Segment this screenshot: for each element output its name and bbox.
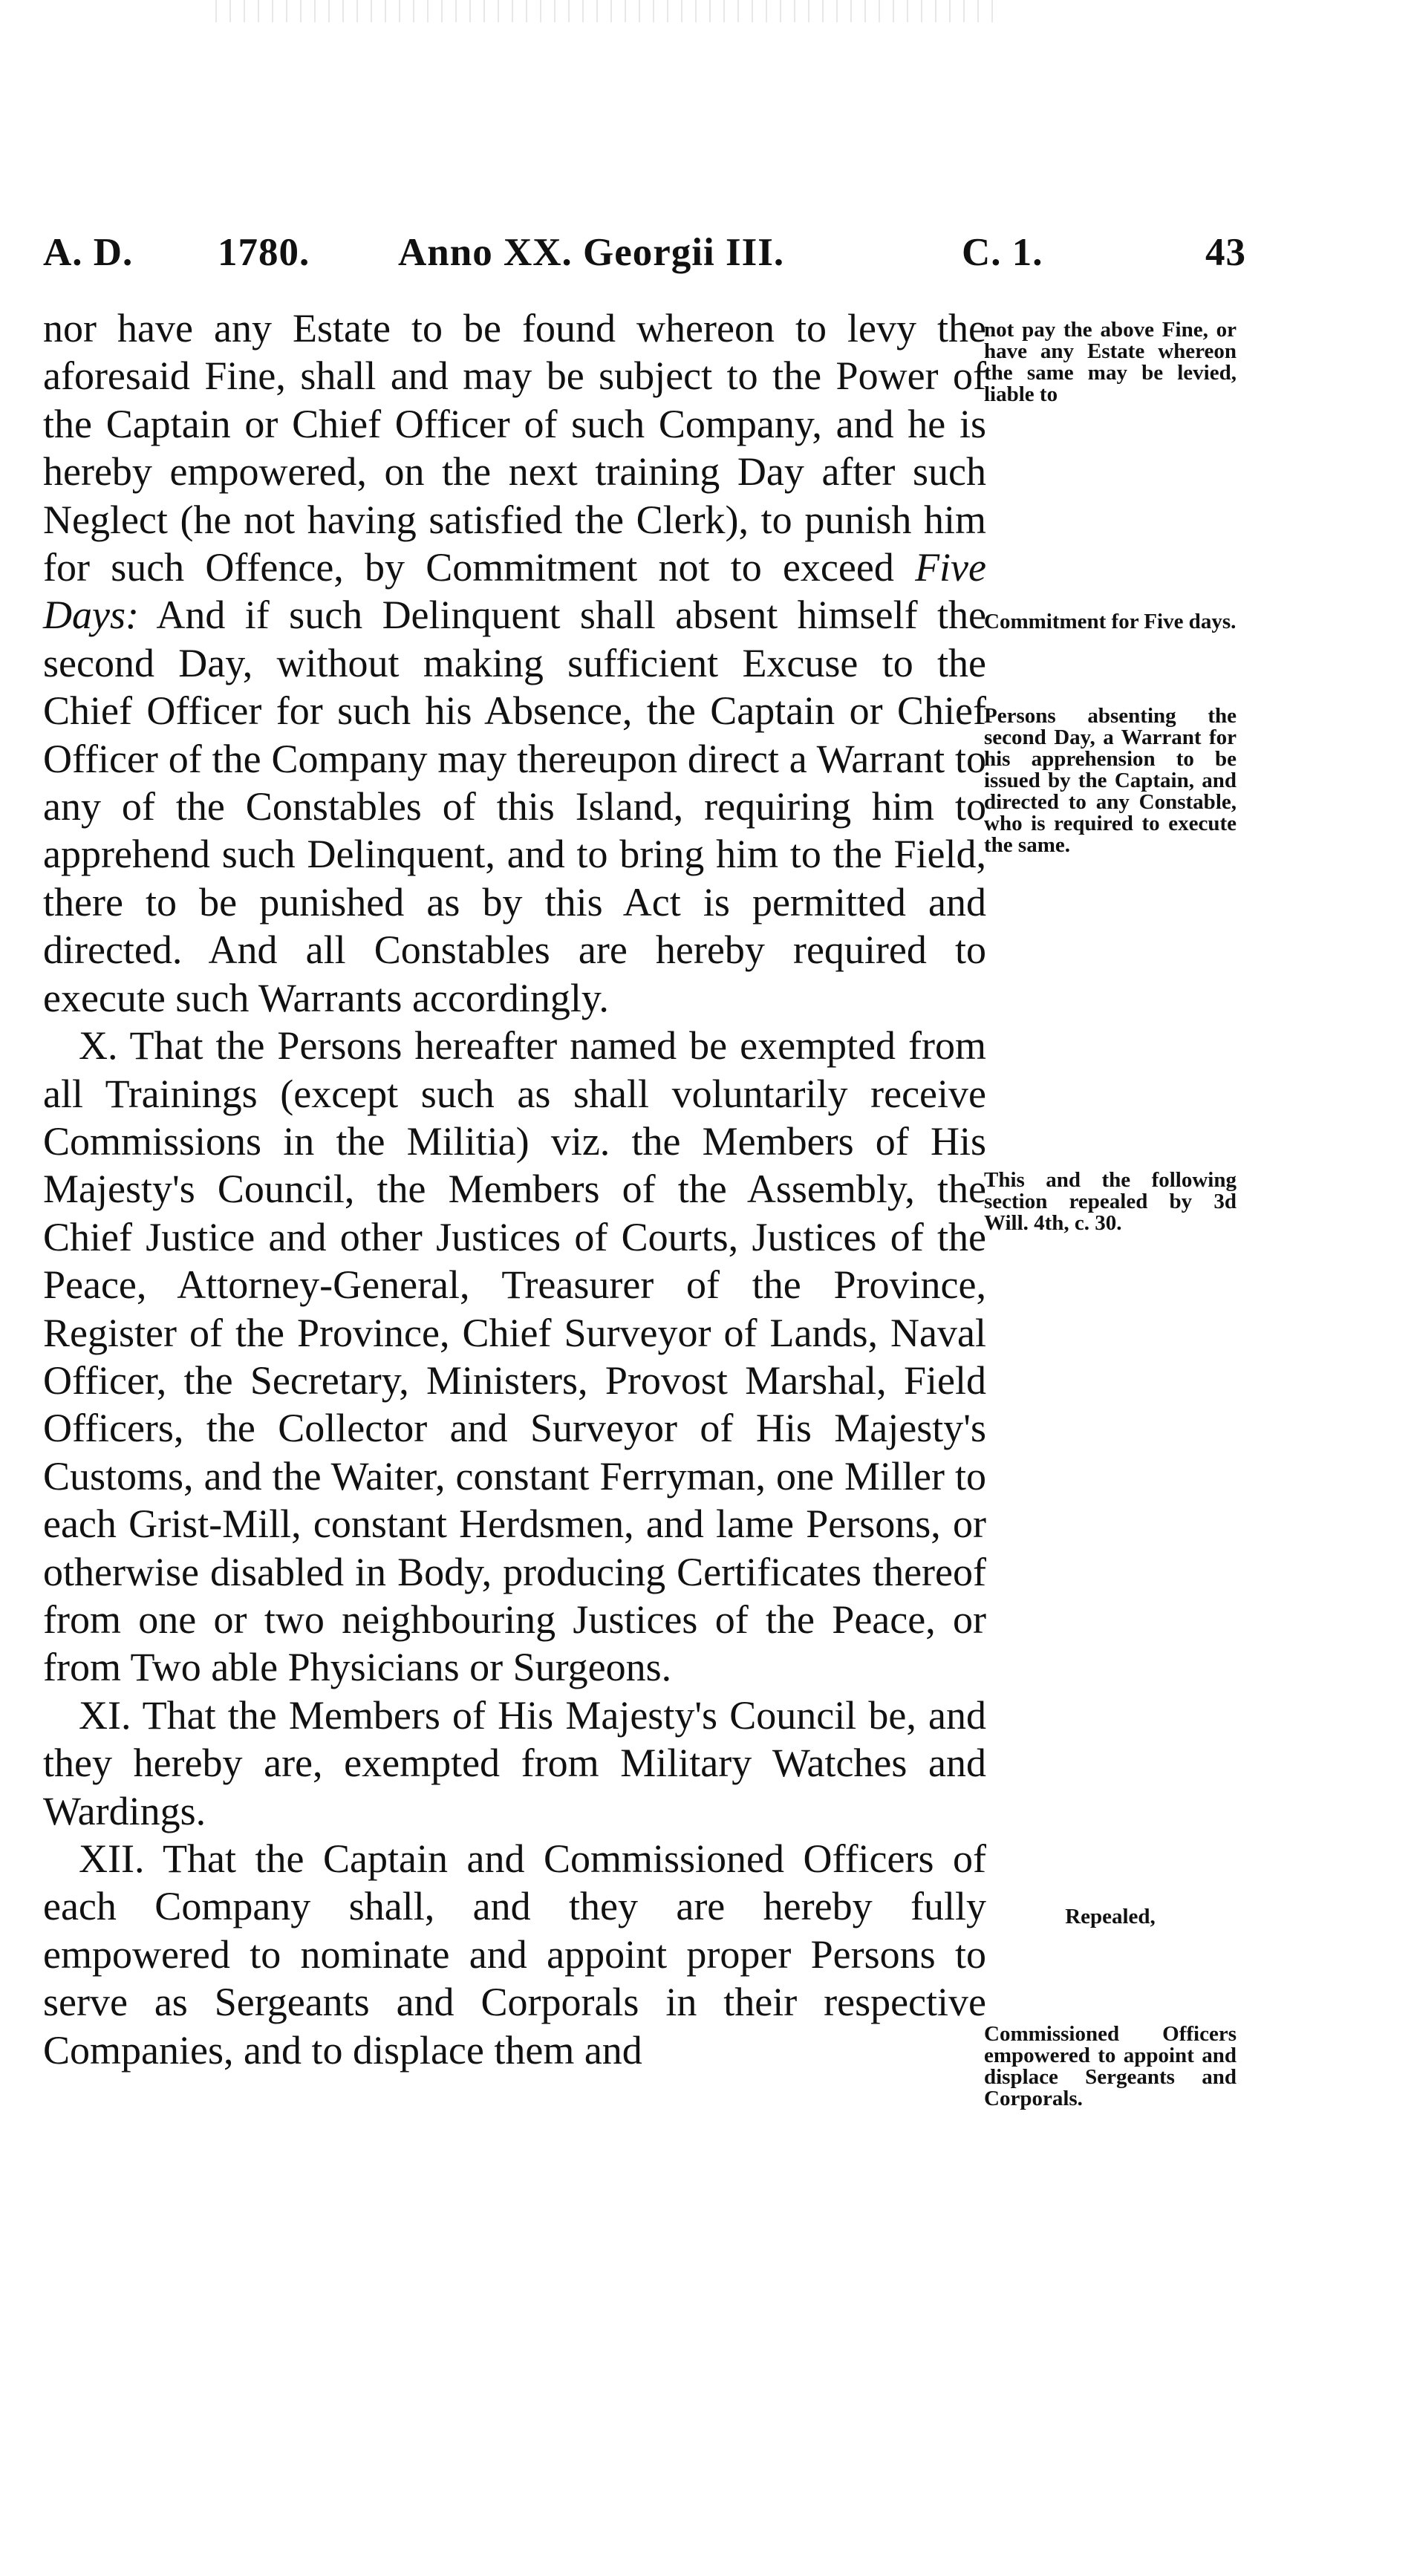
margin-note-repealed: Repealed, [1065,1905,1156,1928]
section-x: X. That the Persons hereafter named be exempted from all Trainings (except such as shall voluntarily receive Commissions in the Militia) viz. the Members of His Majesty's Council, the Members of the Assembly, the Chief Justice and other Justices of Courts, Justices of the Peace, Attorney-General, Treasurer of the Province, Register of the Province, Chief Surveyor of Lands, Naval Officer, the Secretary, Ministers, Provost Marshal, Field Officers, the Collector and Surveyor of His Majesty's Customs, and the Waiter, constant Ferryman, one Miller to each Grist-Mill, constant Herdsmen, and lame Persons, or otherwise disabled in Body, producing Certificates thereof from one or two neighbouring Justices of the Peace, or from Two able Physicians or Surgeons. [43,1023,986,1690]
margin-note-repealed-sections: This and the following section repealed by 3d Will. 4th, c. 30. [984,1168,1237,1235]
paragraph-text: nor have any Estate to be found whereon to levy the aforesaid Fine, shall and may be subject to the Power of the Captain or Chief Officer of such Company, and he is hereby empowered, on the next training Day after such Neglect (he not having satisfied the Clerk), to punish him for such Offence, by Commitment not to exceed [43,306,986,590]
margin-note-fine: not pay the above Fine, or have any Estate whereon the same may be levied, liable to [984,318,1237,406]
header-year: 1780. [218,231,310,274]
section-xii: XII. That the Captain and Commissioned Officers of each Company shall, and they are hereby fully empowered to nominate and appoint proper Persons to serve as Sergeants and Corporals in their respective Companies, and to displace them and [43,1836,986,2073]
italic-phrase: Five Days: [43,545,986,638]
margin-note-officers: Commissioned Officers empowered to appoint and displace Sergeants and Corporals. [984,2022,1237,2110]
header-ad: A. D. [43,231,134,274]
paragraph-continued [43,304,986,1022]
paragraph-text: And if such Delinquent shall absent himself the second Day, without making sufficient Excuse to the Chief Officer for such his Absence, the Captain or Chief Officer of the Company may thereupon direct a Warrant to any of the Constables of this Island, requiring him to apprehend such Delinquent, and to bring him to the Field, there to be punished as by this Act is permitted and directed. And all Constables are hereby required to execute such Warrants accordingly. [43,593,986,1020]
header-chapter: C. 1. [962,231,1043,274]
scan-specks [215,0,995,22]
margin-note-warrant: Persons absenting the second Day, a Warrant for his apprehension to be issued by the Captain, and directed to any Constable, who is required to execute the same. [984,704,1237,857]
section-xi: XI. That the Members of His Majesty's Council be, and they hereby are, exempted from Military Watches and Wardings. [43,1692,986,1833]
body-text [43,304,986,2074]
margin-note-commitment: Commitment for Five days. [984,610,1237,633]
page-number: 43 [1205,231,1246,274]
running-header [43,223,1246,282]
header-regnal-year: Anno XX. Georgii III. [398,231,785,274]
